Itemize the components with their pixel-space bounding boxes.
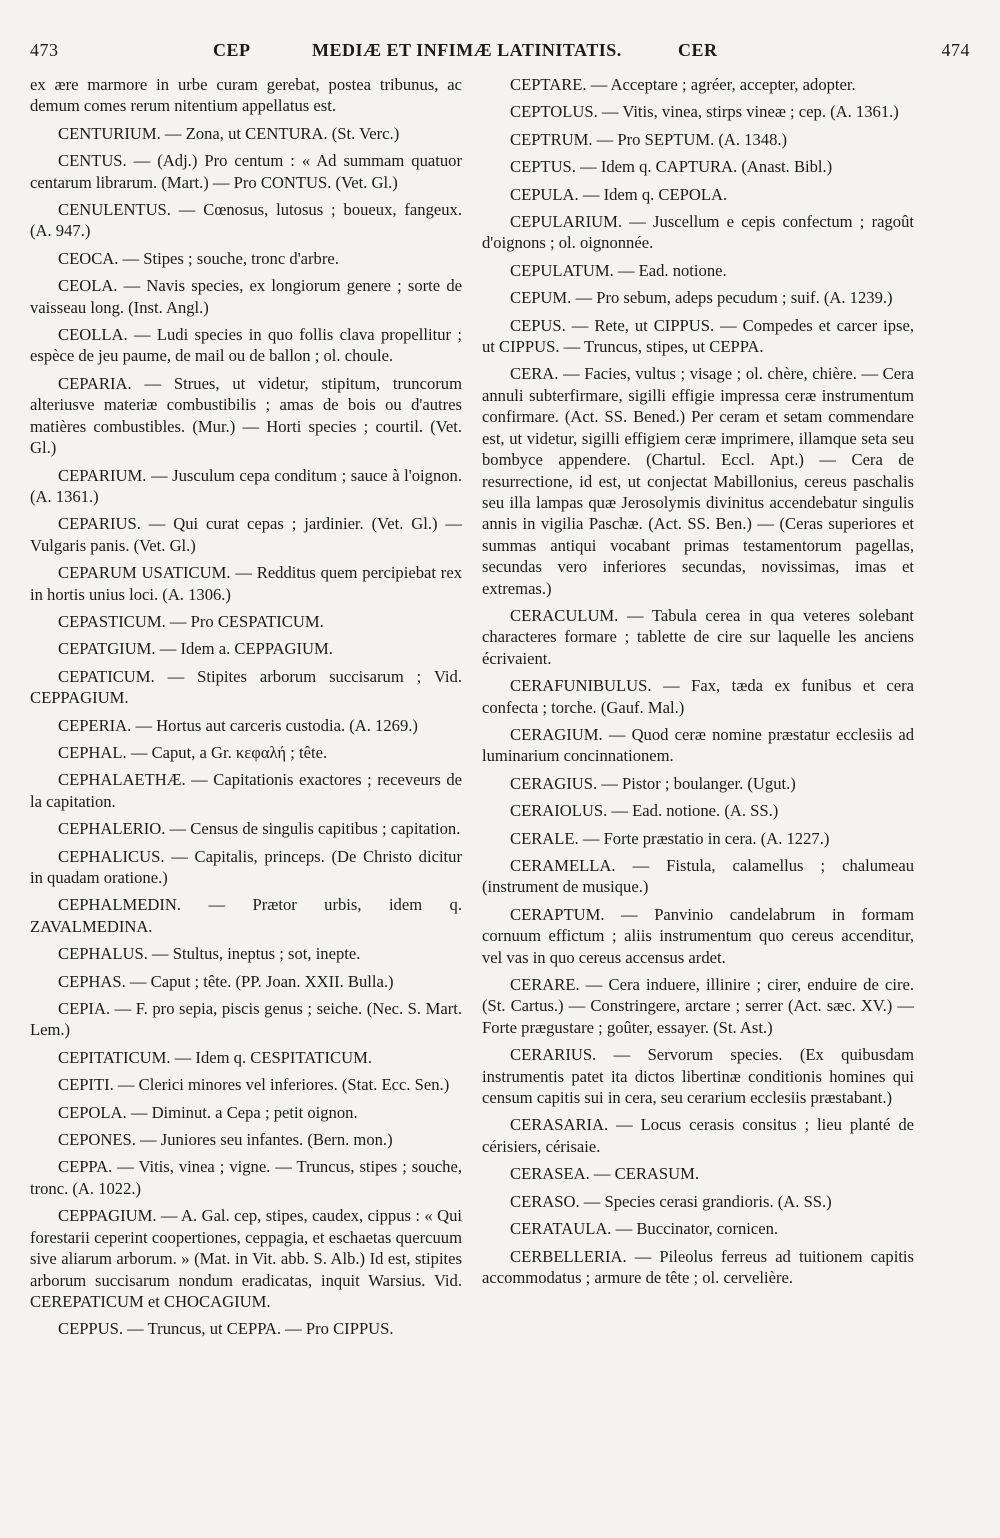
dictionary-entry: CEPTOLUS. — Vitis, vinea, stirps vineæ ; cep. (A. 1361.) bbox=[510, 102, 899, 122]
right-guide-word: CER bbox=[678, 40, 718, 60]
dictionary-entry: CEPULA. — Idem q. CEPOLA. bbox=[510, 184, 728, 204]
dictionary-entry: CEPULARIUM. — Juscellum e cepis confectum ; ragoût d'oignons ; ol. oignonnée. bbox=[482, 212, 914, 253]
dictionary-entry: CEPARIUM. — Jusculum cepa conditum ; sauce à l'oignon. (A. 1361.) bbox=[30, 465, 462, 506]
dictionary-entry: CEPPUS. — Truncus, ut CEPPA. — Pro CIPPUS. bbox=[58, 1319, 394, 1339]
dictionary-entry: CEPHALMEDIN. — Prætor urbis, idem q. ZAVALMEDINA. bbox=[30, 895, 462, 936]
dictionary-entry: CEPATGIUM. — Idem a. CEPPAGIUM. bbox=[58, 639, 333, 659]
dictionary-entry: CEPIA. — F. pro sepia, piscis genus ; seiche. (Nec. S. Mart. Lem.) bbox=[30, 999, 462, 1040]
dictionary-entry: CERASARIA. — Locus cerasis consitus ; lieu planté de cérisiers, cérisaie. bbox=[482, 1115, 914, 1156]
dictionary-entry: CENTURIUM. — Zona, ut CENTURA. (St. Verc.) bbox=[58, 123, 400, 143]
left-page-number: 473 bbox=[30, 40, 59, 60]
dictionary-entry: CEPPA. — Vitis, vinea ; vigne. — Truncus, stipes ; souche, tronc. (A. 1022.) bbox=[30, 1157, 462, 1198]
running-title: MEDIÆ ET INFIMÆ LATINITATIS. bbox=[312, 40, 622, 60]
dictionary-entry: CEPARUM USATICUM. — Redditus quem percipiebat rex in hortis unius loci. (A. 1306.) bbox=[30, 563, 462, 604]
dictionary-entry: CENTUS. — (Adj.) Pro centum : « Ad summam quatuor centarum librarum. (Mart.) — Pro CONTUS. (Vet. Gl.) bbox=[30, 151, 462, 192]
dictionary-entry: CEPHALUS. — Stultus, ineptus ; sot, inepte. bbox=[58, 944, 361, 964]
dictionary-entry: CEPHAL. — Caput, a Gr. κεφαλή ; tête. bbox=[58, 742, 328, 762]
dictionary-entry: CEPARIA. — Strues, ut videtur, stipitum, truncorum alteriusve materiæ combustibilis ; amas de bois ou d'autres matières combustibles. (Mur.) — Horti species ; courtil. (Vet. Gl.) bbox=[30, 373, 462, 458]
dictionary-entry: CEPULATUM. — Ead. notione. bbox=[510, 260, 727, 280]
dictionary-entry: CERAPTUM. — Panvinio candelabrum in formam cornuum effictum ; aliis instrumentum quo cereus accenditur, vel vas in quo cereus accensus ardet. bbox=[482, 904, 914, 967]
dictionary-entry: CERARE. — Cera induere, illinire ; cirer, enduire de cire. (St. Cartus.) — Constringere, arctare ; serrer (Act. sæc. XV.) — Forte prægustare ; goûter, essayer. (St. Ast.) bbox=[482, 975, 914, 1037]
right-page-number: 474 bbox=[941, 40, 970, 60]
right-column bbox=[482, 74, 914, 1294]
dictionary-entry: CEPITI. — Clerici minores vel inferiores. (Stat. Ecc. Sen.) bbox=[58, 1075, 450, 1095]
dictionary-entry: CEPTRUM. — Pro SEPTUM. (A. 1348.) bbox=[510, 129, 788, 149]
dictionary-entry: CEPHALICUS. — Capitalis, princeps. (De Christo dicitur in quadam oratione.) bbox=[30, 846, 462, 887]
dictionary-entry: CERAFUNIBULUS. — Fax, tæda ex funibus et cera confecta ; torche. (Gauf. Mal.) bbox=[482, 676, 914, 717]
dictionary-entry: CERAGIUM. — Quod ceræ nomine præstatur ecclesiis ad luminarium concinnationem. bbox=[482, 724, 914, 766]
dictionary-entry: CENULENTUS. — Cœnosus, lutosus ; boueux, fangeux. (A. 947.) bbox=[30, 200, 462, 241]
dictionary-entry: CEPPAGIUM. — A. Gal. cep, stipes, caudex, cippus : « Qui forestarii ceperint coopertiones, ceppagia, et eschaetas quercuum sive aliarum arborum. » (Mat. in Vit. abb. S. Alb.) Id est, stipites arborum succisarum nondum eradicatas, inquit Warsius. Vid. CEREPATICUM et CHOCAGIUM. bbox=[30, 1206, 462, 1311]
dictionary-entry: CERAGIUS. — Pistor ; boulanger. (Ugut.) bbox=[510, 773, 796, 793]
dictionary-entry: CEPUS. — Rete, ut CIPPUS. — Compedes et carcer ipse, ut CIPPUS. — Truncus, stipes, ut CEPPA. bbox=[482, 315, 914, 357]
dictionary-entry: ex ære marmore in urbe curam gerebat, postea tribunus, ac demum comes rerum nitentium appellatus est. bbox=[30, 75, 462, 116]
dictionary-entry: CEPUM. — Pro sebum, adeps pecudum ; suif. (A. 1239.) bbox=[510, 288, 893, 308]
dictionary-entry: CEPOLA. — Diminut. a Cepa ; petit oignon. bbox=[58, 1102, 358, 1122]
dictionary-entry: CEPHALERIO. — Census de singulis capitibus ; capitation. bbox=[58, 819, 461, 839]
dictionary-entry: CERBELLERIA. — Pileolus ferreus ad tuitionem capitis accommodatus ; armure de tête ; ol. cervelière. bbox=[482, 1246, 914, 1287]
dictionary-entry: CEPTUS. — Idem q. CAPTURA. (Anast. Bibl.) bbox=[510, 157, 833, 177]
dictionary-entry: CEPHAS. — Caput ; tête. (PP. Joan. XXII. Bulla.) bbox=[58, 971, 394, 991]
dictionary-entry: CEPASTICUM. — Pro CESPATICUM. bbox=[58, 611, 324, 631]
dictionary-entry: CEOCA. — Stipes ; souche, tronc d'arbre. bbox=[58, 248, 339, 268]
dictionary-entry: CEPTARE. — Acceptare ; agréer, accepter, adopter. bbox=[510, 75, 856, 94]
dictionary-entry: CEOLLA. — Ludi species in quo follis clava propellitur ; espèce de jeu paume, de mail ou de ballon ; ol. choule. bbox=[30, 325, 462, 366]
dictionary-entry: CEPATICUM. — Stipites arborum succisarum ; Vid. CEPPAGIUM. bbox=[30, 666, 462, 708]
dictionary-entry: CERALE. — Forte præstatio in cera. (A. 1227.) bbox=[510, 828, 830, 848]
left-column bbox=[30, 74, 462, 1346]
dictionary-entry: CEPARIUS. — Qui curat cepas ; jardinier. (Vet. Gl.) — Vulgaris panis. (Vet. Gl.) bbox=[30, 514, 462, 555]
dictionary-entry: CERAMELLA. — Fistula, calamellus ; chalumeau (instrument de musique.) bbox=[482, 856, 914, 897]
dictionary-entry: CEPONES. — Juniores seu infantes. (Bern. mon.) bbox=[58, 1130, 393, 1150]
dictionary-entry: CERATAULA. — Buccinator, cornicen. bbox=[510, 1219, 779, 1239]
dictionary-entry: CEPHALAETHÆ. — Capitationis exactores ; receveurs de la capitation. bbox=[30, 770, 462, 811]
dictionary-entry: CERARIUS. — Servorum species. (Ex quibusdam instrumentis patet ita dictos libertinæ conditionis homines qui censum capitis sui in cera, seu cerarium ecclesiis præstabant.) bbox=[482, 1045, 914, 1108]
dictionary-entry: CERACULUM. — Tabula cerea in qua veteres solebant characteres formare ; tablette de cire sur laquelle les anciens écrivaient. bbox=[482, 605, 914, 668]
dictionary-entry: CEOLA. — Navis species, ex longiorum genere ; sorte de vaisseau long. (Inst. Angl.) bbox=[30, 276, 462, 317]
dictionary-entry: CEPERIA. — Hortus aut carceris custodia. (A. 1269.) bbox=[58, 715, 418, 735]
dictionary-entry: CERASO. — Species cerasi grandioris. (A. SS.) bbox=[510, 1191, 832, 1211]
dictionary-entry: CERASEA. — CERASUM. bbox=[510, 1164, 700, 1184]
left-guide-word: CEP bbox=[213, 40, 251, 60]
dictionary-entry: CEPITATICUM. — Idem q. CESPITATICUM. bbox=[58, 1047, 373, 1067]
running-header bbox=[30, 40, 970, 70]
dictionary-entry: CERAIOLUS. — Ead. notione. (A. SS.) bbox=[510, 801, 779, 821]
dictionary-entry: CERA. — Facies, vultus ; visage ; ol. chère, chière. — Cera annuli subterfirmare, sigilli effigie impressa ceræ instrumentum confirmare. (Act. SS. Bened.) Per ceram et setam commendare est, ut videtur, sigilli effigiem ceræ imprimere, illamque seta seu bombyce appendere. (Chartul. Eccl. Apt.) — Cera de resurrectione, id est, ut conjectat Mabillonius, cereus paschalis seu illa lampas quæ Jerosolymis divinitus accendebatur singulis annis in vigilia Paschæ. (Act. SS. Ben.) — (Ceras superiores et summas antiqui vocabant primas testamentorum pagellas, secundas vero inferiores secundas, novissimas, imas et extremas.) bbox=[482, 364, 914, 598]
